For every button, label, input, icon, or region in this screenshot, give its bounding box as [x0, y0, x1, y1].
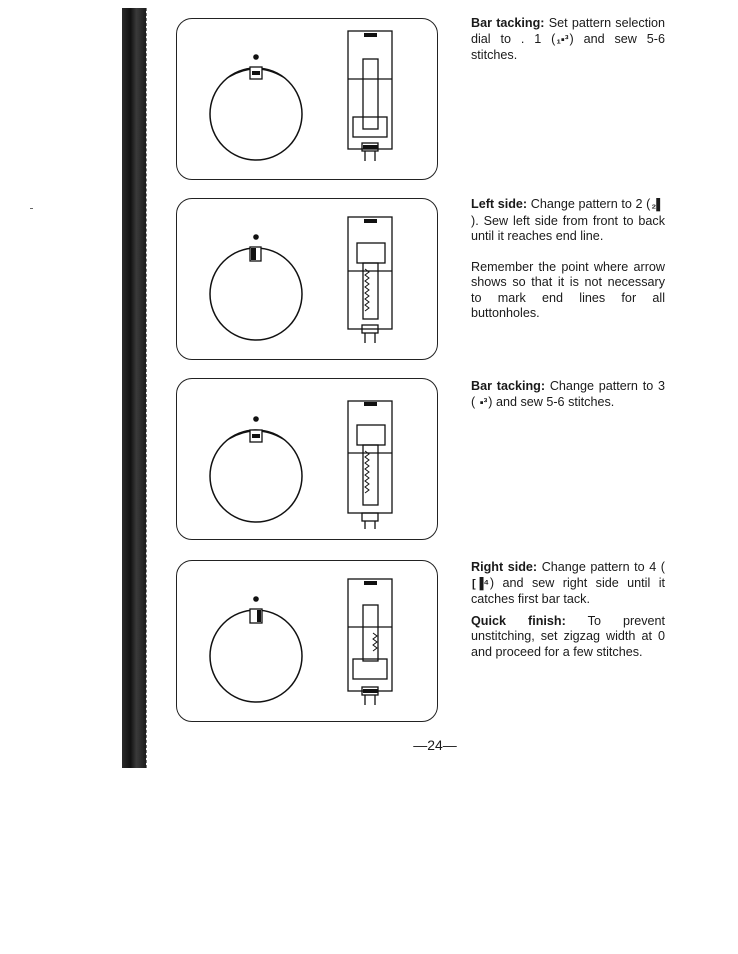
step-heading: Bar tacking: — [471, 16, 545, 30]
step-text: Set pattern selection dial to . 1 ( — [471, 16, 665, 46]
step-heading: Left side: — [471, 197, 528, 211]
illustration-panel-1 — [176, 18, 438, 180]
step-text: Change pattern to 3 ( — [471, 379, 665, 409]
illustration-panel-4 — [176, 560, 438, 722]
scan-speck — [30, 208, 33, 209]
step-note: Remember the point where arrow shows so that it is not necessary to mark end lines for all buttonholes. — [471, 259, 665, 320]
step-text: To prevent unstitching, set zigzag width at 0 and proceed for a few stitches. — [471, 613, 665, 659]
dial-and-foot-illustration — [177, 379, 439, 541]
pattern-symbol-icon: ▪³ — [479, 396, 488, 409]
step-text: ) and sew right side until it catches first bar tack. — [471, 575, 665, 606]
step-heading: Quick finish: — [471, 613, 566, 628]
step-text: Change pattern to 4 ( — [537, 560, 665, 574]
step-text: ) and sew 5-6 stitches. — [488, 394, 615, 409]
step-1-text — [471, 16, 665, 79]
step-heading: Right side: — [471, 560, 538, 574]
pattern-symbol-icon: ₂▌ — [651, 199, 664, 211]
illustration-panel-2 — [176, 198, 438, 360]
step-text: ) and sew 5-6 stitches. — [471, 31, 665, 62]
step-heading: Bar tacking: — [471, 379, 546, 393]
step-text: Change pattern to 2 ( — [527, 197, 651, 211]
pattern-symbol-icon: ₁▪³ — [556, 33, 569, 46]
step-4-text — [471, 560, 665, 675]
book-binding-shadow — [122, 8, 146, 768]
page-number: —24— — [413, 737, 457, 753]
step-3-text — [471, 379, 665, 426]
dial-and-foot-illustration — [177, 561, 439, 723]
pattern-symbol-icon: [▐⁴ — [472, 577, 489, 590]
dial-and-foot-illustration — [177, 199, 439, 361]
step-text: ). Sew left side from front to back until it reaches end line. — [471, 213, 665, 243]
dial-and-foot-illustration — [177, 19, 439, 181]
illustration-panel-3 — [176, 378, 438, 540]
binding-edge — [146, 8, 159, 768]
step-2-text — [471, 197, 665, 337]
